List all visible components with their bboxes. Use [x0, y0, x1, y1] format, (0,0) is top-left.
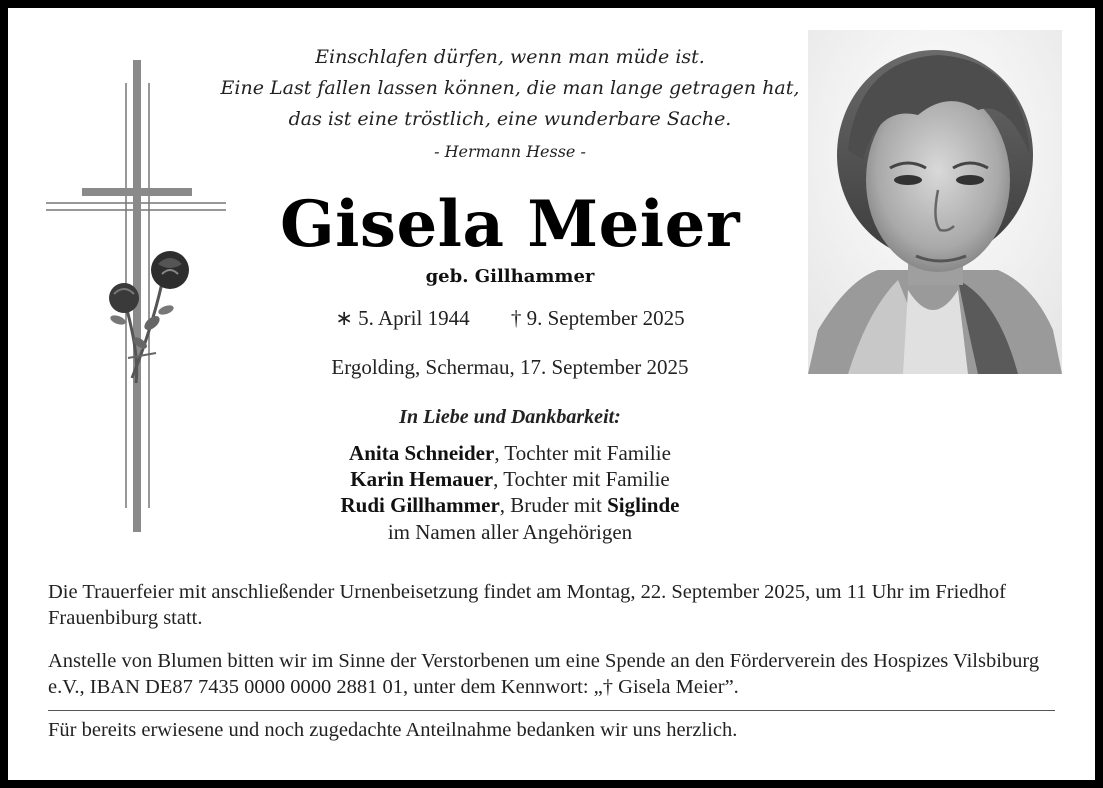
quote-line: Eine Last fallen lassen können, die man lange getragen hat,: [220, 77, 800, 99]
love-and-gratitude-line: In Liebe und Dankbarkeit:: [399, 406, 621, 428]
mourner-relation: , Tochter mit Familie: [493, 467, 670, 491]
mourner-name: Anita Schneider: [349, 441, 495, 465]
quote-line: Einschlafen dürfen, wenn man müde ist.: [315, 46, 705, 68]
maiden-name: geb. Gillhammer: [425, 266, 595, 287]
donation-info: Anstelle von Blumen bitten wir im Sinne der Verstorbenen um eine Spende an den Förderverein des Hospizes Vilsbiburg e.V., IBAN DE87 7435 0000 0000 2881 01, unter dem Kennwort: „† Gisela Meier”.: [48, 650, 1040, 698]
mourner-row: [180, 440, 840, 466]
quote-author: - Hermann Hesse -: [434, 142, 586, 161]
deceased-name: Gisela Meier: [279, 187, 741, 262]
mourner-name: Karin Hemauer: [350, 467, 494, 491]
death-date: † 9. September 2025: [510, 306, 685, 330]
mourner-extra-name: Siglinde: [607, 493, 680, 517]
mourners-list: [180, 440, 840, 518]
place-and-date: Ergolding, Schermau, 17. September 2025: [331, 355, 689, 379]
on-behalf-line: im Namen aller Angehörigen: [387, 520, 633, 544]
mourner-row: [180, 492, 840, 518]
mourner-row: [180, 466, 840, 492]
mourner-name: Rudi Gillhammer: [340, 493, 500, 517]
poem-quote: [180, 42, 840, 135]
mourner-relation: , Tochter mit Familie: [494, 441, 671, 465]
mourner-relation: , Bruder mit: [499, 493, 608, 517]
quote-line: das ist eine tröstlich, eine wunderbare Sache.: [288, 108, 732, 130]
birth-date: ∗ 5. April 1944: [335, 306, 470, 330]
portrait-photo: [808, 30, 1062, 374]
divider: [48, 710, 1055, 711]
thanks-line: Für bereits erwiesene und noch zugedachte Anteilnahme bedanken wir uns herzlich.: [48, 719, 738, 741]
funeral-info: Die Trauerfeier mit anschließender Urnenbeisetzung findet am Montag, 22. September 2025, um 11 Uhr im Friedhof Frauenbiburg statt.: [48, 581, 1006, 629]
life-dates: [180, 306, 840, 331]
